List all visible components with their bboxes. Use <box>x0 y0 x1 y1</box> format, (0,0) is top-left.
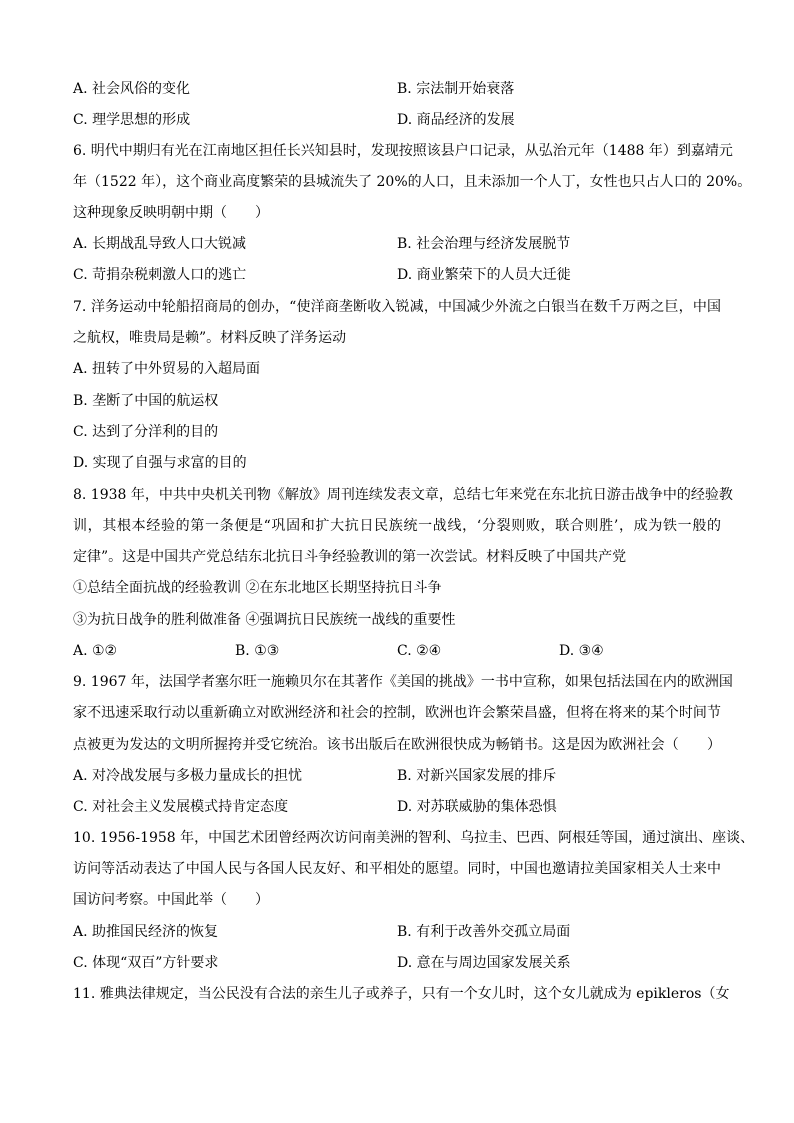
q11-stem-line-1: 11. 雅典法律规定，当公民没有合法的亲生儿子或养子，只有一个女儿时，这个女儿就成为 epikleros（女 <box>73 986 730 1002</box>
q8-option-c: C. ②④ <box>397 643 442 659</box>
q10-option-a: A. 助推国民经济的恢复 <box>73 924 219 940</box>
q5-option-b: B. 宗法制开始衰落 <box>397 81 515 97</box>
q9-stem-line-1: 9. 1967 年，法国学者塞尔旺一施赖贝尔在其著作《美国的挑战》一书中宣称，如果包括法国在内的欧洲国 <box>73 674 733 690</box>
q7-stem-line-2: 之航权，唯贵局是赖”。材料反映了洋务运动 <box>73 330 347 346</box>
q8-item-line-1: ①总结全面抗战的经验教训 ②在东北地区长期坚持抗日斗争 <box>73 580 442 596</box>
q10-option-c: C. 体现“双百”方针要求 <box>73 955 219 971</box>
q10-option-d: D. 意在与周边国家发展关系 <box>397 955 571 971</box>
q5-option-a: A. 社会风俗的变化 <box>73 81 191 97</box>
q6-option-d: D. 商业繁荣下的人员大迁徙 <box>397 267 571 283</box>
q9-option-d: D. 对苏联威胁的集体恐惧 <box>397 799 557 815</box>
q6-stem-line-1: 6. 明代中期归有光在江南地区担任长兴知县时，发现按照该县户口记录，从弘治元年（1488 年）到嘉靖元 <box>73 143 733 159</box>
q7-option-c: C. 达到了分洋利的目的 <box>73 424 219 440</box>
q6-stem-line-3: 这种现象反映明朝中期（ ） <box>73 205 269 221</box>
q9-stem-line-3: 点被更为发达的文明所握挎并受它统治。该书出版后在欧洲很快成为畅销书。这是因为欧洲社会（ ） <box>73 737 721 753</box>
q10-stem-line-1: 10. 1956-1958 年，中国艺术团曾经两次访问南美洲的智利、乌拉圭、巴西、阿根廷等国，通过演出、座谈、 <box>73 830 755 846</box>
q7-option-d: D. 实现了自强与求富的目的 <box>73 455 247 471</box>
q6-option-a: A. 长期战乱导致人口大锐减 <box>73 236 247 252</box>
q6-option-c: C. 苛捐杂税刺激人口的逃亡 <box>73 267 247 283</box>
q8-stem-line-1: 8. 1938 年，中共中央机关刊物《解放》周刊连续发表文章，总结七年来党在东北抗日游击战争中的经验教 <box>73 487 733 503</box>
q8-item-line-2: ③为抗日战争的胜利做准备 ④强调抗日民族统一战线的重要性 <box>73 612 456 628</box>
q7-option-a: A. 扭转了中外贸易的入超局面 <box>73 361 261 377</box>
q10-stem-line-2: 访问等活动表达了中国人民与各国人民友好、和平相处的愿望。同时，中国也邀请拉美国家相关人士来中 <box>73 861 721 877</box>
q9-stem-line-2: 家不迅速采取行动以重新确立对欧洲经济和社会的控制，欧洲也许会繁荣昌盛，但将在将来的某个时间节 <box>73 705 721 721</box>
q6-option-b: B. 社会治理与经济发展脱节 <box>397 236 571 252</box>
q10-stem-line-3: 国访问考察。中国此举（ ） <box>73 892 269 908</box>
q7-option-b: B. 垄断了中国的航运权 <box>73 393 219 409</box>
q8-stem-line-3: 定律”。这是中国共产党总结东北抗日斗争经验教训的第一次尝试。材料反映了中国共产党 <box>73 549 627 565</box>
q6-stem-line-2: 年（1522 年），这个商业高度繁荣的县城流失了 20%的人口，且未添加一个人丁，女性也只占人口的 20%。 <box>73 174 752 190</box>
q9-option-b: B. 对新兴国家发展的排斥 <box>397 768 557 784</box>
q8-stem-line-2: 训，其根本经验的第一条便是“巩固和扩大抗日民族统一战线，‘分裂则败，联合则胜’，成为铁一般的 <box>73 518 721 534</box>
q9-option-c: C. 对社会主义发展模式持肯定态度 <box>73 799 289 815</box>
q9-option-a: A. 对冷战发展与多极力量成长的担忧 <box>73 768 303 784</box>
q8-option-d: D. ③④ <box>559 643 604 659</box>
q7-stem-line-1: 7. 洋务运动中轮船招商局的创办，“使洋商垄断收入锐减，中国减少外流之白银当在数千万两之巨，中国 <box>73 299 721 315</box>
q5-option-d: D. 商品经济的发展 <box>397 112 515 128</box>
q8-option-a: A. ①② <box>73 643 118 659</box>
q8-option-b: B. ①③ <box>235 643 280 659</box>
q10-option-b: B. 有利于改善外交孤立局面 <box>397 924 571 940</box>
q5-option-c: C. 理学思想的形成 <box>73 112 191 128</box>
